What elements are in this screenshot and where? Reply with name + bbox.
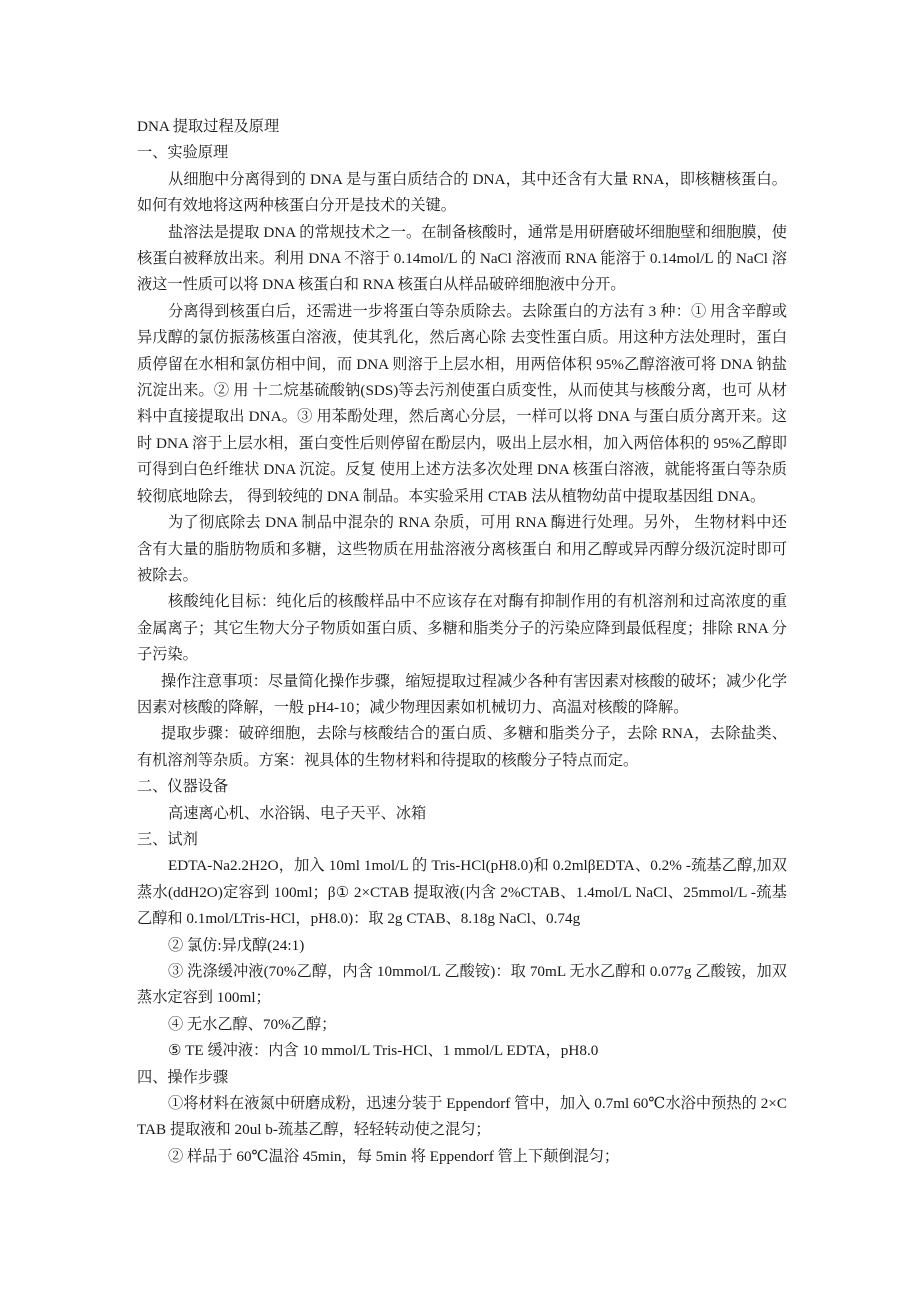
section-heading-3: 三、试剂 <box>137 830 198 848</box>
reagent-item-4: ④ 无水乙醇、70%乙醇； <box>168 1015 337 1033</box>
paragraph-1-4: 为了彻底除去 DNA 制品中混杂的 RNA 杂质，可用 RNA 酶进行处理。另外， 生物材料中还含有大量的脂肪物质和多糖，这些物质在用盐溶液分离核蛋白 和用乙醇或异丙醇分级沉淀时即可被除去。 <box>137 514 787 584</box>
procedure-step-1: ①将材料在液氮中研磨成粉，迅速分装于 Eppendorf 管中，加入 0.7ml 60℃水浴中预热的 2×CTAB 提取液和 20ul b-巯基乙醇，轻轻转动使之混匀； <box>137 1095 787 1139</box>
reagent-item-2: ② 氯仿:异戊醇(24:1) <box>168 936 305 954</box>
section-heading-2: 二、仪器设备 <box>137 778 229 796</box>
section-heading-4: 四、操作步骤 <box>137 1068 229 1086</box>
paragraph-1-5: 核酸纯化目标：纯化后的核酸样品中不应该存在对酶有抑制作用的有机溶剂和过高浓度的重金属离子；其它生物大分子物质如蛋白质、多糖和脂类分子的污染应降到最低程度；排除 RNA 分子污染。 <box>137 593 787 664</box>
document-title: DNA 提取过程及原理 <box>137 118 280 135</box>
reagent-item-3: ③ 洗涤缓冲液(70%乙醇，内含 10mmol/L 乙酸铵)：取 70mL 无水乙醇和 0.077g 乙酸铵，加双蒸水定容到 100ml； <box>137 963 787 1007</box>
paragraph-1-7: 提取步骤：破碎细胞，去除与核酸结合的蛋白质、多糖和脂类分子，去除 RNA，去除盐类、有机溶剂等杂质。方案：视具体的生物材料和待提取的核酸分子特点而定。 <box>137 725 787 769</box>
paragraph-1-3: 分离得到核蛋白后，还需进一步将蛋白等杂质除去。去除蛋白的方法有 3 种：① 用含辛醇或异戊醇的氯仿振荡核蛋白溶液，使其乳化，然后离心除 去变性蛋白质。用这种方法处理时，蛋白质停留在水相和氯仿相中间，而 DNA 则溶于上层水相，用两倍体积 95%乙醇溶液可将 DNA 钠盐沉淀出来。② 用 十二烷基硫酸钠(SDS)等去污剂使蛋白质变性，从而使其与核酸分离，也可 从材料中直接提取出 DNA。③ 用苯酚处理，然后离心分层，一样可以将 DNA 与蛋白质分离开来。这时 DNA 溶于上层水相，蛋白变性后则停留在酚层内，吸出上层水相，加入两倍体积的 95%乙醇即可得到白色纤维状 DNA 沉淀。反复 使用上述方法多次处理 DNA 核蛋白溶液，就能将蛋白等杂质较彻底地除去， 得到较纯的 DNA 制品。本实验采用 CTAB 法从植物幼苗中提取基因组 DNA。 <box>137 302 787 505</box>
section-heading-1: 一、实验原理 <box>137 144 229 162</box>
procedure-step-2: ② 样品于 60℃温浴 45min，每 5min 将 Eppendorf 管上下颠倒混匀； <box>168 1147 620 1165</box>
document-body <box>137 114 787 1170</box>
paragraph-1-1: 从细胞中分离得到的 DNA 是与蛋白质结合的 DNA，其中还含有大量 RNA，即核糖核蛋白。如何有效地将这两种核蛋白分开是技术的关键。 <box>137 170 787 215</box>
reagent-item-5: ⑤ TE 缓冲液：内含 10 mmol/L Tris-HCl、1 mmol/L EDTA，pH8.0 <box>168 1042 599 1060</box>
paragraph-1-2: 盐溶法是提取 DNA 的常规技术之一。在制备核酸时，通常是用研磨破坏细胞壁和细胞膜，使核蛋白被释放出来。利用 DNA 不溶于 0.14mol/L 的 NaCl 溶液而 RNA 能溶于 0.14mol/L 的 NaCl 溶液这一性质可以将 DNA 核蛋白和 RNA 核蛋白从样品破碎细胞液中分开。 <box>137 223 787 294</box>
paragraph-1-6: 操作注意事项：尽量简化操作步骤，缩短提取过程减少各种有害因素对核酸的破坏；减少化学因素对核酸的降解，一般 pH4-10；减少物理因素如机械切力、高温对核酸的降解。 <box>137 672 787 716</box>
paragraph-2-1: 高速离心机、水浴锅、电子天平、冰箱 <box>168 804 427 822</box>
reagent-item-1: EDTA-Na2.2H2O，加入 10ml 1mol/L 的 Tris-HCl(pH8.0)和 0.2mlβEDTA、0.2% -巯基乙醇,加双蒸水(ddH2O)定容到 100ml；β① 2×CTAB 提取液(内含 2%CTAB、1.4mol/L NaCl、25mmol/L -巯基乙醇和 0.1mol/LTris-HCl，pH8.0)：取 2g CTAB、8.18g NaCl、0.74g <box>137 857 787 928</box>
